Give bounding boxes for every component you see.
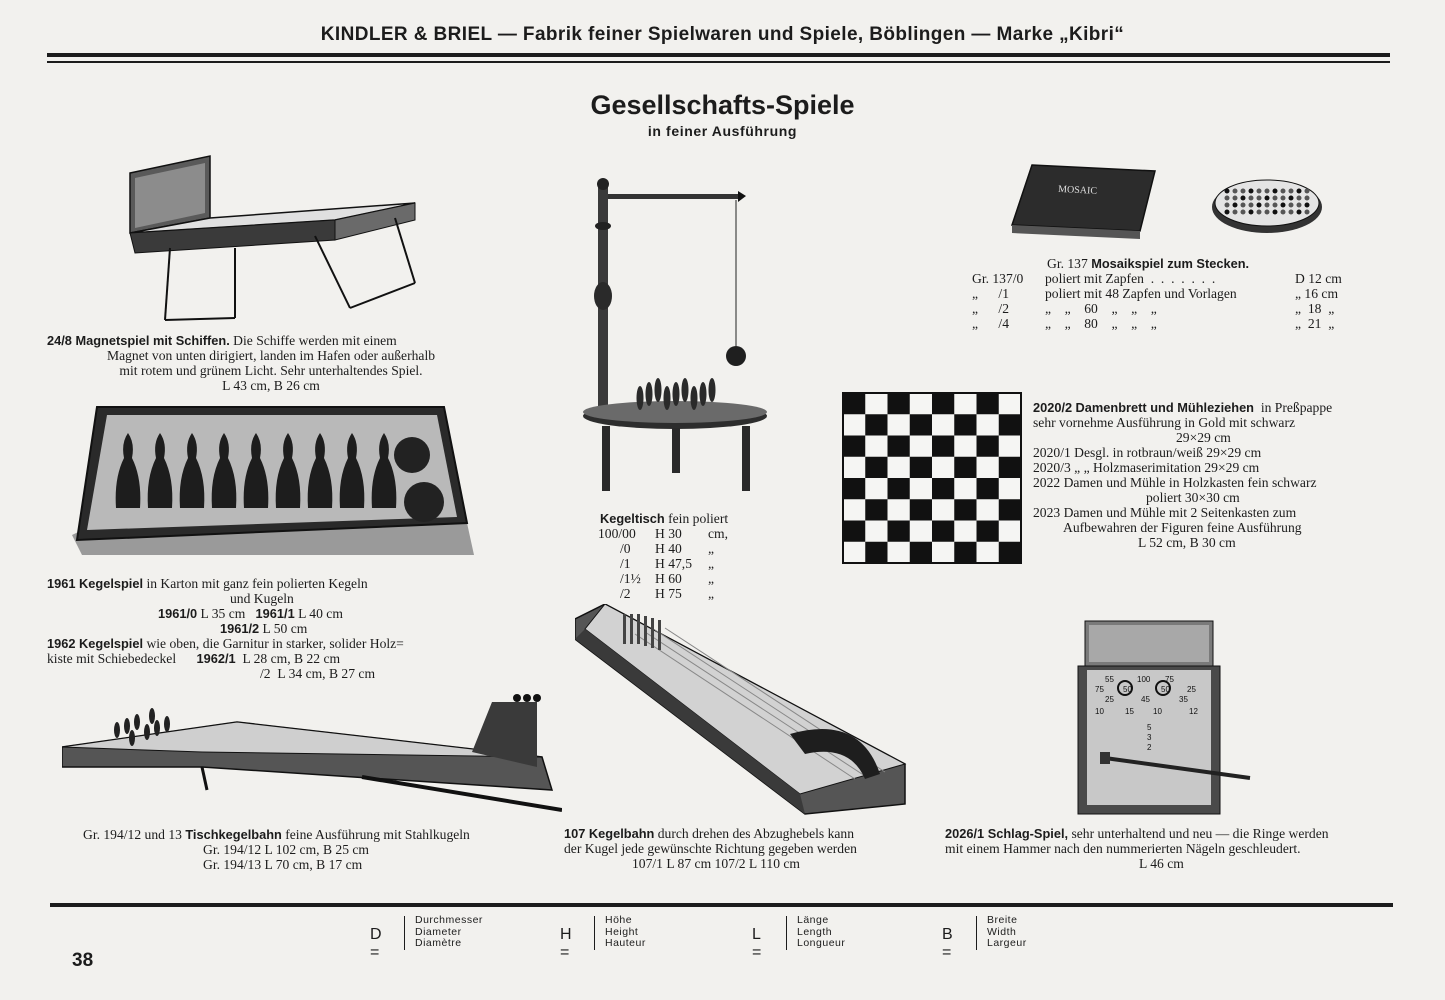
mosaic-peg xyxy=(1257,210,1262,215)
kegeltisch-row-1-col-0: /0 xyxy=(620,541,631,556)
checkerboard-square xyxy=(999,414,1021,435)
damen-line-8: 2023 Damen und Mühle mit 2 Seitenkasten zum xyxy=(1033,505,1297,520)
kegeltisch-row-2-col-1: H 47,5 xyxy=(655,556,693,571)
damen-line-4: 2020/1 Desgl. in rotbraun/weiß 29×29 cm xyxy=(1033,445,1262,460)
mosaic-peg xyxy=(1225,196,1230,201)
legend-english: Width xyxy=(987,925,1017,938)
mosaic-peg xyxy=(1305,210,1310,215)
mosaik-head xyxy=(1047,256,1249,271)
checkerboard-square xyxy=(843,521,865,542)
damen-line-1 xyxy=(1033,400,1393,415)
legend-french: Longueur xyxy=(797,937,846,949)
mosaic-peg xyxy=(1273,196,1278,201)
schlag-board-number: 25 xyxy=(1105,695,1114,704)
kegel1961-2-code: 1961/2 xyxy=(220,621,260,636)
tischkegel-line-1 xyxy=(83,827,470,842)
legend-french: Largeur xyxy=(987,937,1027,949)
mosaic-peg xyxy=(1289,196,1294,201)
mosaik-box-label: MOSAIC xyxy=(1057,183,1098,197)
kegeltisch-desc: fein poliert xyxy=(668,511,729,526)
mosaic-peg xyxy=(1233,210,1238,215)
kegeltisch-pin xyxy=(709,378,716,402)
schlag-line-3: L 46 cm xyxy=(1139,856,1184,871)
kegeltisch-pin xyxy=(637,386,644,410)
checkerboard-square xyxy=(932,393,954,414)
tischkegel-codes: Gr. 194/12 und 13 xyxy=(83,827,182,842)
tischkegel-line-3: Gr. 194/13 L 70 cm, B 17 cm xyxy=(203,857,363,872)
kegel1962-line-2 xyxy=(47,651,340,666)
schlag-board-number: 50 xyxy=(1123,685,1132,694)
mosaik-row-1-col-2: „ 16 cm xyxy=(1295,286,1339,301)
kegel1961-desc: in Karton mit ganz fein polierten Kegeln xyxy=(146,576,368,591)
damen-line-9: Aufbewahren der Figuren feine Ausführung xyxy=(1063,520,1302,535)
magnet-line-4: L 43 cm, B 26 cm xyxy=(222,378,320,393)
magnet-line-2: Magnet von unten dirigiert, landen im Hafen oder außerhalb xyxy=(106,348,436,363)
kegeltisch-row-3-col-2: „ xyxy=(708,571,715,586)
kegeltisch-row-1-col-2: „ xyxy=(708,541,715,556)
legend-german: Breite xyxy=(987,914,1018,926)
checkerboard-square xyxy=(910,457,932,478)
kegelbahn-desc: durch drehen des Abzughebels kann xyxy=(657,826,855,841)
mosaic-peg xyxy=(1265,203,1270,208)
mosaic-peg xyxy=(1281,196,1286,201)
damen-line-3: 29×29 cm xyxy=(1176,430,1231,445)
checkerboard-square xyxy=(977,521,999,542)
mosaik-title: Mosaikspiel zum Stecken. xyxy=(1091,256,1250,271)
magnet-game-title: 24/8 Magnetspiel mit Schiffen. xyxy=(47,333,230,348)
schlag-board-number: 50 xyxy=(1161,685,1170,694)
kegeltisch-pin xyxy=(691,386,698,410)
mosaik-row-2-col-1: „ „ 60 „ „ „ xyxy=(1045,301,1157,316)
mosaic-peg xyxy=(1249,203,1254,208)
mosaik-row-1-col-0: „ /1 xyxy=(972,286,1009,301)
damen-line-7: poliert 30×30 cm xyxy=(1146,490,1240,505)
kegeltisch-pin xyxy=(682,378,689,402)
header-rule-thick xyxy=(47,53,1390,57)
kegel1961-2-size: L 50 cm xyxy=(262,621,308,636)
kegel1961-title: 1961 Kegelspiel xyxy=(47,576,144,591)
schlag-line-1 xyxy=(945,826,1395,841)
legend-words xyxy=(605,915,646,950)
schlag-board-number: 75 xyxy=(1095,685,1104,694)
mosaik-illustration xyxy=(1010,163,1330,243)
mosaik-row-0-col-1: poliert mit Zapfen . . . . . . . xyxy=(1045,271,1216,286)
mosaic-peg xyxy=(1241,189,1246,194)
legend-english: Length xyxy=(797,925,833,938)
page-title: Gesellschafts-Spiele xyxy=(590,90,855,120)
mosaic-peg xyxy=(1305,196,1310,201)
damen-line-6: 2022 Damen und Mühle in Holzkasten fein schwarz xyxy=(1033,475,1317,490)
mosaic-peg xyxy=(1249,210,1254,215)
checkerboard-square xyxy=(888,521,910,542)
mosaic-peg xyxy=(1297,203,1302,208)
kegel1962-line-1 xyxy=(47,636,495,651)
kegeltisch-row-3-col-1: H 60 xyxy=(655,571,682,586)
kegelbahn-line-3: 107/1 L 87 cm 107/2 L 110 cm xyxy=(632,856,801,871)
legend-words xyxy=(797,915,845,950)
kegeltisch-pin xyxy=(646,382,653,406)
damen-line-2: sehr vornehme Ausführung in Gold mit schwarz xyxy=(1033,415,1296,430)
damen-title: Damenbrett und Mühleziehen xyxy=(1075,400,1255,415)
legend-words xyxy=(415,915,483,950)
kegel1962-2-code: /2 xyxy=(260,666,271,681)
mosaic-peg xyxy=(1233,196,1238,201)
kegeltisch-row-4-col-0: /2 xyxy=(620,586,631,601)
schlag-board-number: 10 xyxy=(1153,707,1162,716)
kegel1962-1-code: 1962/1 xyxy=(196,651,236,666)
mosaic-peg xyxy=(1297,196,1302,201)
checkerboard-square xyxy=(888,478,910,499)
mosaic-peg xyxy=(1305,203,1310,208)
schlag-board-number: 55 xyxy=(1105,675,1114,684)
mosaik-row-0-col-2: D 12 cm xyxy=(1295,271,1342,286)
schlag-desc: sehr unterhaltend und neu — die Ringe werden xyxy=(1071,826,1329,841)
schlag-title: 2026/1 Schlag-Spiel, xyxy=(945,826,1069,841)
checkerboard-square xyxy=(910,499,932,520)
schlag-board-number: 5 xyxy=(1147,723,1152,732)
kegeltisch-row-0-col-0: 100/00 xyxy=(598,526,636,541)
schlag-board-number: 2 xyxy=(1147,743,1152,752)
table-skittle-alley-illustration xyxy=(62,692,562,817)
checkerboard-square xyxy=(999,499,1021,520)
checkerboard-square xyxy=(977,393,999,414)
mosaic-peg xyxy=(1225,210,1230,215)
mosaic-peg xyxy=(1281,203,1286,208)
mosaic-peg xyxy=(1297,189,1302,194)
checkerboard-square xyxy=(843,478,865,499)
kegeltisch-row-1-col-1: H 40 xyxy=(655,541,682,556)
mosaic-peg xyxy=(1305,189,1310,194)
magnet-game-text xyxy=(47,333,495,348)
checkerboard-square xyxy=(888,436,910,457)
mosaic-peg xyxy=(1225,203,1230,208)
checkerboard-square xyxy=(932,436,954,457)
legend-german: Höhe xyxy=(605,914,633,926)
kegeltisch-row-4-col-1: H 75 xyxy=(655,586,682,601)
kegeltisch-head xyxy=(600,511,728,526)
kegeltisch-row-4-col-2: „ xyxy=(708,586,715,601)
kegeltisch-illustration xyxy=(580,176,770,496)
mosaic-peg xyxy=(1225,189,1230,194)
legend-english: Diameter xyxy=(415,925,462,938)
page-header: KINDLER & BRIEL — Fabrik feiner Spielwaren und Spiele, Böblingen — Marke „Kibri“ xyxy=(320,24,1125,45)
mosaic-peg xyxy=(1289,203,1294,208)
kegeltisch-pin xyxy=(700,382,707,406)
schlag-spiel-illustration xyxy=(1075,618,1265,818)
checkerboard-square xyxy=(865,542,887,563)
legend-words xyxy=(987,915,1027,950)
damen-material: in Preßpappe xyxy=(1260,400,1333,415)
checkerboard-square xyxy=(999,457,1021,478)
checkerboard-square xyxy=(910,414,932,435)
kegelbahn-line-1 xyxy=(564,826,924,841)
kegel1962-2-size: L 34 cm, B 27 cm xyxy=(277,666,376,681)
legend-symbol: H = xyxy=(560,926,572,961)
checkerboard-square xyxy=(932,521,954,542)
checkerboard-square xyxy=(977,478,999,499)
mosaic-peg xyxy=(1297,210,1302,215)
kegel1961-0-code: 1961/0 xyxy=(158,606,198,621)
legend-german: Durchmesser xyxy=(415,914,483,926)
magnet-game-illustration xyxy=(125,148,420,328)
mosaik-row-1-col-1: poliert mit 48 Zapfen und Vorlagen xyxy=(1045,286,1237,301)
kegel1961-sizes-2 xyxy=(220,621,307,636)
kegel1961-sizes-1 xyxy=(158,606,343,621)
checkerboard-square xyxy=(954,499,976,520)
schlag-board-number: 25 xyxy=(1187,685,1196,694)
legend-symbol: B = xyxy=(942,926,953,961)
kegeltisch-title: Kegeltisch xyxy=(600,511,665,526)
kegelbahn-illustration xyxy=(575,604,915,819)
mosaic-peg xyxy=(1265,189,1270,194)
mosaik-row-3-col-1: „ „ 80 „ „ „ xyxy=(1045,316,1157,331)
checkerboard-square xyxy=(865,499,887,520)
mosaik-row-2-col-0: „ /2 xyxy=(972,301,1009,316)
damen-2020-2-code: 2020/2 xyxy=(1033,400,1073,415)
legend-symbol: D = xyxy=(370,926,382,961)
footer-rule xyxy=(50,903,1393,907)
schlag-board-number: 45 xyxy=(1141,695,1150,704)
checkerboard-illustration xyxy=(842,392,1022,564)
kegel1961-1-code: 1961/1 xyxy=(255,606,295,621)
mosaic-peg xyxy=(1273,210,1278,215)
mosaik-row-3-col-0: „ /4 xyxy=(972,316,1009,331)
checkerboard-square xyxy=(865,414,887,435)
kegel1962-desc: wie oben, die Garnitur in starker, solider Holz= xyxy=(146,636,404,651)
kegeltisch-row-2-col-0: /1 xyxy=(620,556,631,571)
checkerboard-square xyxy=(865,457,887,478)
legend-brace xyxy=(786,916,790,950)
schlag-board-number: 10 xyxy=(1095,707,1104,716)
mosaic-peg xyxy=(1257,203,1262,208)
checkerboard-square xyxy=(910,542,932,563)
mosaic-peg xyxy=(1281,210,1286,215)
kegel1962-line-3 xyxy=(260,666,375,681)
mosaic-peg xyxy=(1241,203,1246,208)
damen-line-10: L 52 cm, B 30 cm xyxy=(1138,535,1236,550)
kegel1961-1-size: L 40 cm xyxy=(298,606,343,621)
mosaic-peg xyxy=(1241,210,1246,215)
skittle-box-illustration xyxy=(72,405,474,555)
mosaic-peg xyxy=(1257,196,1262,201)
mosaic-peg xyxy=(1265,196,1270,201)
page-subtitle: in feiner Ausführung xyxy=(647,123,798,139)
kegel1961-0-size: L 35 cm xyxy=(200,606,246,621)
mosaic-peg xyxy=(1249,189,1254,194)
schlag-board-number: 35 xyxy=(1179,695,1188,704)
mosaic-peg xyxy=(1273,189,1278,194)
mosaic-peg xyxy=(1257,189,1262,194)
kegelbahn-title: 107 Kegelbahn xyxy=(564,826,655,841)
kegeltisch-row-0-col-1: H 30 xyxy=(655,526,682,541)
checkerboard-square xyxy=(932,478,954,499)
checkerboard-square xyxy=(843,436,865,457)
kegeltisch-row-0-col-2: cm, xyxy=(708,526,729,541)
mosaik-group: Gr. 137 xyxy=(1047,256,1088,271)
mosaic-peg xyxy=(1249,196,1254,201)
schlag-board-number: 3 xyxy=(1147,733,1152,742)
schlag-board-number: 12 xyxy=(1189,707,1198,716)
kegeltisch-pin xyxy=(664,386,671,410)
kegel1961-line-1 xyxy=(47,576,495,591)
tischkegel-desc: feine Ausführung mit Stahlkugeln xyxy=(285,827,470,842)
mosaik-row-3-col-2: „ 21 „ xyxy=(1295,316,1335,331)
checkerboard-square xyxy=(954,542,976,563)
checkerboard-square xyxy=(954,414,976,435)
legend-brace xyxy=(976,916,980,950)
magnet-line-1: Die Schiffe werden mit einem xyxy=(233,333,397,348)
kegeltisch-pin xyxy=(655,378,662,402)
checkerboard-square xyxy=(954,457,976,478)
mosaic-peg xyxy=(1281,189,1286,194)
checkerboard-square xyxy=(843,393,865,414)
mosaic-peg xyxy=(1241,196,1246,201)
mosaik-row-2-col-2: „ 18 „ xyxy=(1295,301,1335,316)
kegelbahn-line-2: der Kugel jede gewünschte Richtung gegeben werden xyxy=(564,841,857,856)
legend-french: Hauteur xyxy=(605,937,646,949)
mosaic-peg xyxy=(1233,203,1238,208)
kegel1961-line-2: und Kugeln xyxy=(230,591,294,606)
schlag-board-number: 15 xyxy=(1125,707,1134,716)
legend-brace xyxy=(594,916,598,950)
mosaik-row-0-col-0: Gr. 137/0 xyxy=(972,271,1024,286)
header-rule-thin xyxy=(47,61,1390,63)
kegel1962-1-size: L 28 cm, B 22 cm xyxy=(242,651,341,666)
kegeltisch-row-3-col-0: /1½ xyxy=(620,571,641,586)
page-number: 38 xyxy=(72,950,94,971)
magnet-line-3: mit rotem und grünem Licht. Sehr unterhaltendes Spiel. xyxy=(119,363,423,378)
checkerboard-square xyxy=(977,436,999,457)
checkerboard-square xyxy=(999,542,1021,563)
legend-brace xyxy=(404,916,408,950)
checkerboard-square xyxy=(888,393,910,414)
mosaic-peg xyxy=(1265,210,1270,215)
legend-german: Länge xyxy=(797,914,829,926)
mosaic-peg xyxy=(1289,189,1294,194)
mosaic-peg xyxy=(1273,203,1278,208)
kegel1962-desc-2: kiste mit Schiebedeckel xyxy=(47,651,177,666)
tischkegel-title: Tischkegelbahn xyxy=(185,827,282,842)
legend-french: Diamètre xyxy=(415,937,462,949)
legend-english: Height xyxy=(605,925,639,938)
mosaic-peg xyxy=(1289,210,1294,215)
schlag-board-number: 100 xyxy=(1137,675,1151,684)
damen-line-5: 2020/3 „ „ Holzmaserimitation 29×29 cm xyxy=(1033,460,1260,475)
mosaic-peg xyxy=(1233,189,1238,194)
schlag-line-2: mit einem Hammer nach den nummerierten Nägeln geschleudert. xyxy=(945,841,1301,856)
tischkegel-line-2: Gr. 194/12 L 102 cm, B 25 cm xyxy=(203,842,370,857)
kegel1962-title: 1962 Kegelspiel xyxy=(47,636,144,651)
legend-symbol: L = xyxy=(752,926,762,961)
kegeltisch-row-2-col-2: „ xyxy=(708,556,715,571)
schlag-board-number: 75 xyxy=(1165,675,1174,684)
kegeltisch-pin xyxy=(673,382,680,406)
